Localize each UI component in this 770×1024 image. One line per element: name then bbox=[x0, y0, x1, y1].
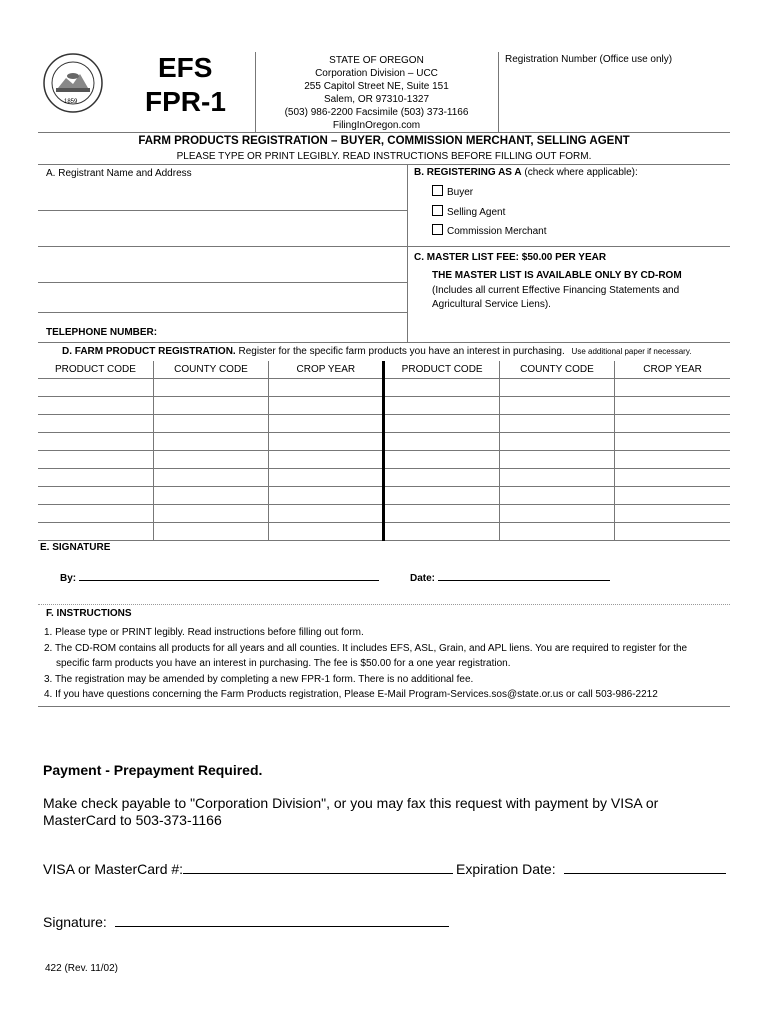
table-row[interactable] bbox=[38, 487, 730, 505]
payment-instructions-line1: Make check payable to "Corporation Division", or you may fax this request with payment by VISA or bbox=[43, 795, 659, 811]
form-title: FARM PRODUCTS REGISTRATION – BUYER, COMMISSION MERCHANT, SELLING AGENT bbox=[138, 135, 630, 147]
payment-signature-field[interactable]: Signature: bbox=[43, 914, 449, 930]
state-seal bbox=[42, 52, 104, 114]
column-header: CROP YEAR bbox=[615, 361, 730, 379]
instruction-item: specific farm products you have an interest in purchasing. The fee is $50.00 for a one year registration. bbox=[56, 658, 511, 669]
master-list-line2: (Includes all current Effective Financing Statements and bbox=[432, 285, 680, 296]
farm-product-table bbox=[38, 361, 730, 541]
table-row[interactable] bbox=[38, 415, 730, 433]
checkbox-commission-merchant[interactable]: Commission Merchant bbox=[432, 224, 546, 237]
section-d-label: D. FARM PRODUCT REGISTRATION. Register for the specific farm products you have an interest in purchasing. Use additional paper if necessary. bbox=[62, 346, 692, 357]
table-row[interactable] bbox=[38, 523, 730, 541]
column-header: PRODUCT CODE bbox=[38, 361, 153, 379]
table-row[interactable] bbox=[38, 433, 730, 451]
table-row[interactable] bbox=[38, 397, 730, 415]
date-field[interactable]: Date: bbox=[410, 573, 610, 584]
payment-instructions-line2: MasterCard to 503-373-1166 bbox=[43, 812, 222, 828]
instruction-item: 3. The registration may be amended by completing a new FPR-1 form. There is no additional fee. bbox=[44, 673, 474, 685]
instructions-list bbox=[44, 625, 734, 703]
section-f-label: F. INSTRUCTIONS bbox=[46, 608, 132, 619]
form-code-efs: EFS bbox=[158, 52, 213, 83]
column-header: COUNTY CODE bbox=[153, 361, 268, 379]
section-c-label: C. MASTER LIST FEE: $50.00 PER YEAR bbox=[414, 252, 607, 263]
table-header-row bbox=[38, 361, 730, 379]
checkbox-buyer[interactable]: Buyer bbox=[432, 185, 473, 198]
form-revision: 422 (Rev. 11/02) bbox=[45, 963, 119, 974]
table-row[interactable] bbox=[38, 451, 730, 469]
master-list-line3: Agricultural Service Liens). bbox=[432, 299, 551, 310]
agency-address: STATE OF OREGON Corporation Division – UCC 255 Capitol Street NE, Suite 151 Salem, OR 97310-1327 (503) 986-2200 Facsimile (503) 373-1166 FilingInOregon.com bbox=[284, 55, 469, 131]
table-row[interactable] bbox=[38, 469, 730, 487]
registration-number-label: Registration Number (Office use only) bbox=[505, 54, 673, 65]
master-list-line1: THE MASTER LIST IS AVAILABLE ONLY BY CD-ROM bbox=[432, 270, 682, 281]
form-code-fpr: FPR-1 bbox=[145, 86, 226, 117]
card-number-field[interactable]: VISA or MasterCard #: bbox=[43, 861, 453, 877]
expiration-date-field[interactable]: Expiration Date: bbox=[456, 861, 726, 877]
table-row[interactable] bbox=[38, 379, 730, 397]
section-b-label: B. REGISTERING AS A (check where applicable): bbox=[414, 167, 638, 178]
section-a-label: A. Registrant Name and Address bbox=[46, 168, 192, 179]
column-header: COUNTY CODE bbox=[499, 361, 614, 379]
column-header: PRODUCT CODE bbox=[384, 361, 499, 379]
instruction-item: 2. The CD-ROM contains all products for all years and all counties. It includes EFS, ASL, Grain, and APL liens. You are required to register for the bbox=[44, 642, 688, 654]
instruction-item: 1. Please type or PRINT legibly. Read instructions before filling out form. bbox=[44, 627, 364, 638]
table-row[interactable] bbox=[38, 505, 730, 523]
section-e-label: E. SIGNATURE bbox=[40, 542, 111, 553]
seal-year: 1859 bbox=[64, 99, 78, 105]
telephone-label: TELEPHONE NUMBER: bbox=[46, 327, 158, 338]
by-field[interactable]: By: bbox=[60, 573, 379, 584]
payment-heading: Payment - Prepayment Required. bbox=[43, 762, 263, 778]
form-subtitle: PLEASE TYPE OR PRINT LEGIBLY. READ INSTRUCTIONS BEFORE FILLING OUT FORM. bbox=[176, 151, 592, 162]
column-header: CROP YEAR bbox=[269, 361, 384, 379]
instruction-item: 4. If you have questions concerning the Farm Products registration, Please E-Mail Program-Services.sos@state.or.us or call 503-986-2212 bbox=[44, 689, 658, 700]
checkbox-selling-agent[interactable]: Selling Agent bbox=[432, 205, 505, 218]
